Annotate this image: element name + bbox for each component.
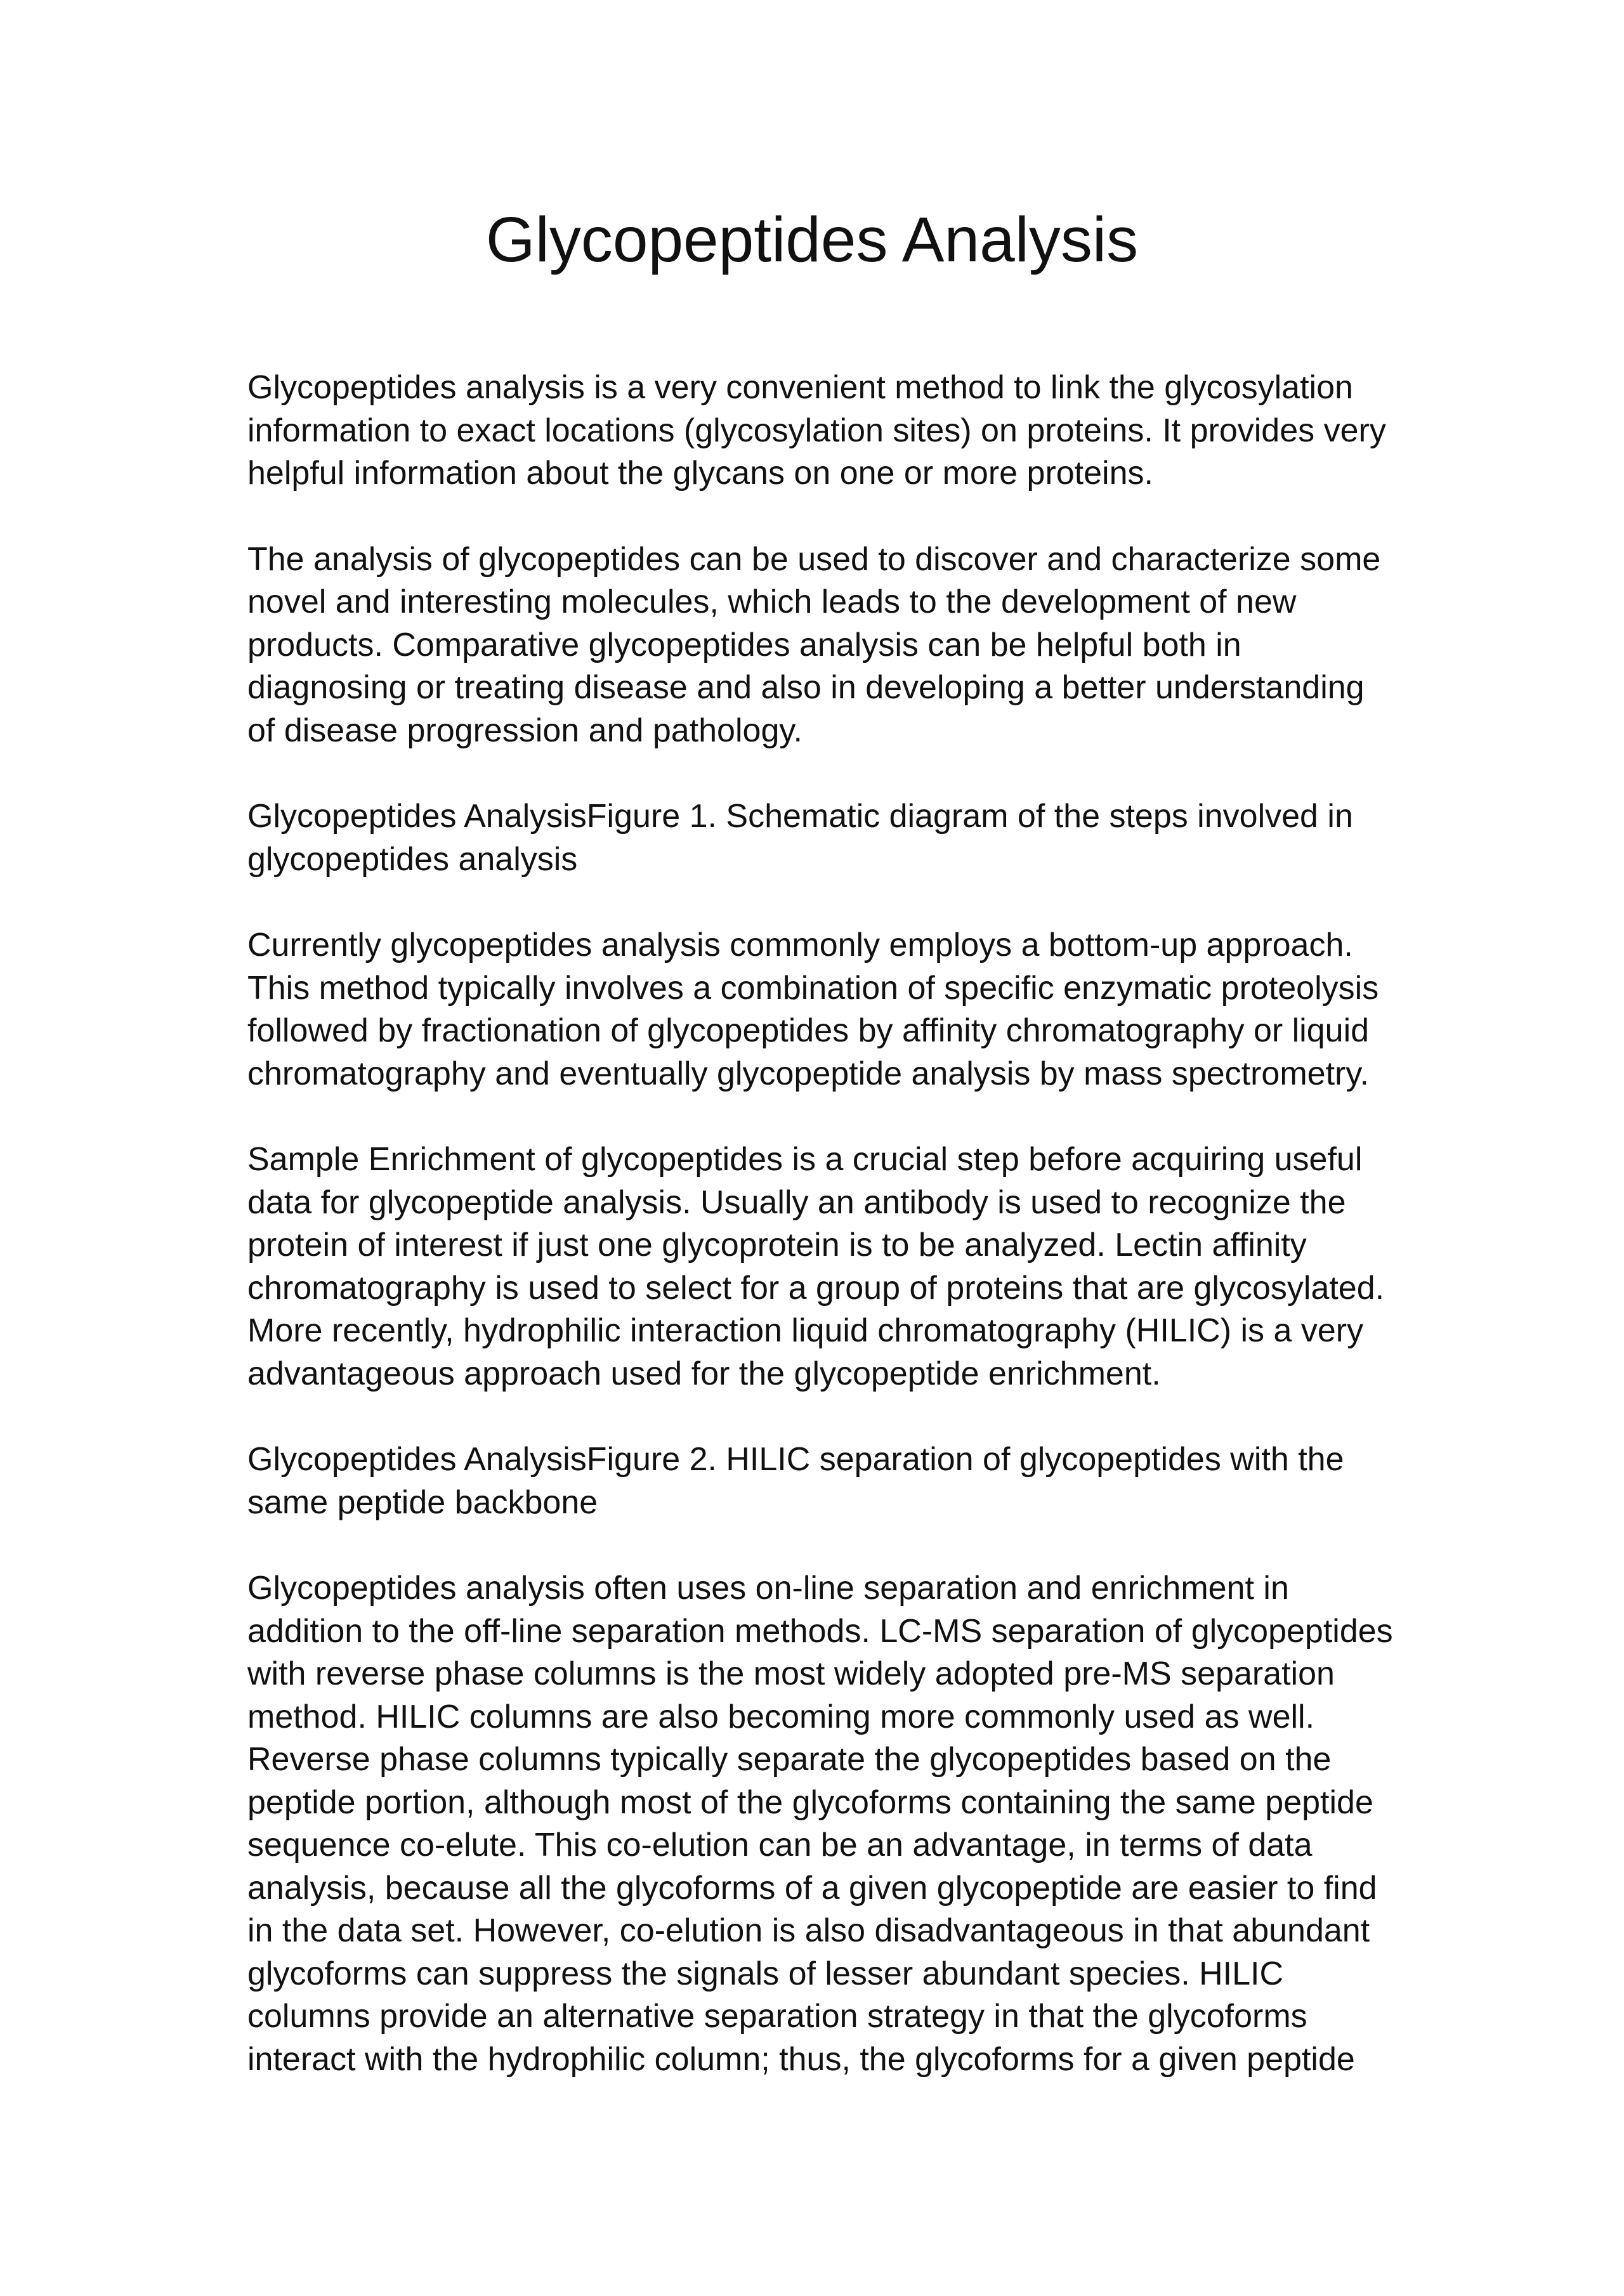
- text-line: This method typically involves a combination of specific enzymatic proteolysis: [247, 969, 1379, 1007]
- text-line: Sample Enrichment of glycopeptides is a crucial step before acquiring useful: [247, 1141, 1363, 1178]
- text-line: glycoforms can suppress the signals of lesser abundant species. HILIC: [247, 1955, 1284, 1992]
- text-line: same peptide backbone: [247, 1484, 598, 1521]
- paragraph-intro: [247, 367, 1402, 495]
- text-line: information to exact locations (glycosylation sites) on proteins. It provides very: [247, 412, 1386, 449]
- text-line: products. Comparative glycopeptides analysis can be helpful both in: [247, 626, 1241, 663]
- text-line: chromatography is used to select for a group of proteins that are glycosylated.: [247, 1269, 1385, 1307]
- text-line: glycopeptides analysis: [247, 840, 578, 878]
- document-body: [247, 367, 1402, 2124]
- text-line: analysis, because all the glycoforms of a given glycopeptide are easier to find: [247, 1869, 1377, 1907]
- text-line: of disease progression and pathology.: [247, 712, 802, 749]
- text-line: Glycopeptides AnalysisFigure 2. HILIC separation of glycopeptides with the: [247, 1441, 1344, 1478]
- text-line: novel and interesting molecules, which leads to the development of new: [247, 584, 1297, 620]
- text-line: columns provide an alternative separation strategy in that the glycoforms: [247, 1998, 1307, 2035]
- text-line: chromatography and eventually glycopeptide analysis by mass spectrometry.: [247, 1055, 1369, 1092]
- paragraph-bottom-up: [247, 924, 1402, 1095]
- text-line: More recently, hydrophilic interaction liquid chromatography (HILIC) is a very: [247, 1312, 1364, 1349]
- text-line: data for glycopeptide analysis. Usually an antibody is used to recognize the: [247, 1184, 1346, 1221]
- text-line: followed by fractionation of glycopeptides by affinity chromatography or liquid: [247, 1012, 1370, 1049]
- text-line: Currently glycopeptides analysis commonly employs a bottom-up approach.: [247, 927, 1353, 963]
- paragraph-separation: [247, 1567, 1402, 2081]
- text-line: Glycopeptides analysis often uses on-line separation and enrichment in: [247, 1570, 1289, 1607]
- text-line: with reverse phase columns is the most widely adopted pre-MS separation: [247, 1655, 1335, 1692]
- text-line: in the data set. However, co-elution is also disadvantageous in that abundant: [247, 1912, 1370, 1949]
- text-line: helpful information about the glycans on one or more proteins.: [247, 455, 1153, 492]
- paragraph-enrichment: [247, 1138, 1402, 1395]
- text-line: Glycopeptides analysis is a very convenient method to link the glycosylation: [247, 369, 1353, 406]
- text-line: protein of interest if just one glycoprotein is to be analyzed. Lectin affinity: [247, 1227, 1307, 1263]
- text-line: interact with the hydrophilic column; thus, the glycoforms for a given peptide: [247, 2040, 1355, 2078]
- text-line: The analysis of glycopeptides can be used to discover and characterize some: [247, 540, 1381, 578]
- text-line: addition to the off-line separation methods. LC-MS separation of glycopeptides: [247, 1612, 1393, 1650]
- text-line: diagnosing or treating disease and also in developing a better understanding: [247, 669, 1365, 706]
- text-line: sequence co-elute. This co-elution can be an advantage, in terms of data: [247, 1827, 1313, 1863]
- text-line: peptide portion, although most of the glycoforms containing the same peptide: [247, 1784, 1373, 1821]
- text-line: method. HILIC columns are also becoming more commonly used as well.: [247, 1698, 1315, 1735]
- paragraph-applications: [247, 538, 1402, 753]
- document-title: Glycopeptides Analysis: [485, 204, 1139, 275]
- text-line: Glycopeptides AnalysisFigure 1. Schematic diagram of the steps involved in: [247, 798, 1353, 835]
- text-line: Reverse phase columns typically separate the glycopeptides based on the: [247, 1741, 1332, 1778]
- paragraph-figure-2-caption: [247, 1438, 1402, 1524]
- paragraph-figure-1-caption: [247, 795, 1402, 881]
- text-line: advantageous approach used for the glycopeptide enrichment.: [247, 1355, 1161, 1392]
